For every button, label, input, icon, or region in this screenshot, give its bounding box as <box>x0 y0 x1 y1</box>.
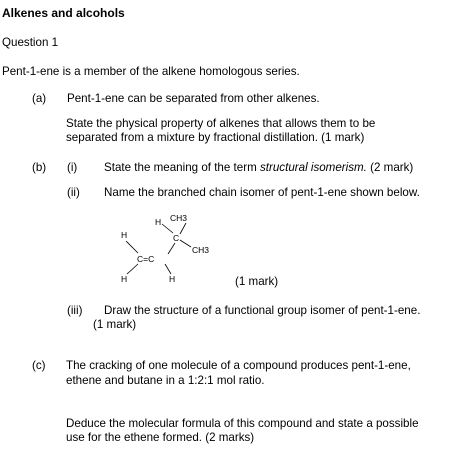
bond-lines <box>126 223 191 274</box>
part-b-ii-text: Name the branched chain isomer of pent-1-ene shown below. <box>104 186 420 199</box>
bond-h-c-left <box>126 241 138 253</box>
bond-c-c <box>168 243 175 254</box>
part-b-ii-label: (ii) <box>67 186 80 199</box>
atom-c-double: C=C <box>137 254 155 264</box>
part-c-line-4: use for the ethene formed. (2 marks) <box>66 431 255 444</box>
bond-h-c <box>162 224 173 233</box>
branched-isomer-structure <box>110 208 220 288</box>
bond-c-h-bottom <box>165 264 171 274</box>
question-heading: Question 1 <box>2 36 59 49</box>
part-b-i-term: structural isomerism. <box>259 161 367 174</box>
atom-h-bottom-left: H <box>121 274 128 284</box>
part-a-label: (a) <box>32 92 47 105</box>
atom-h-bottom: H <box>169 274 176 284</box>
atom-ch3-right: CH3 <box>192 245 210 255</box>
intro-text: Pent-1-ene is a member of the alkene homologous series. <box>2 65 300 78</box>
part-b-iii-label: (iii) <box>67 304 83 317</box>
part-b-i-post: (2 mark) <box>366 161 414 174</box>
atom-ch3-top: CH3 <box>170 213 188 223</box>
atom-h-top: H <box>155 217 162 227</box>
part-c-line-1: The cracking of one molecule of a compound produces pent-1-ene, <box>66 359 411 372</box>
part-b-iii-line-2: (1 mark) <box>93 318 137 331</box>
atom-c-branch: C <box>173 233 180 243</box>
bond-c-ch3-right <box>180 240 191 247</box>
part-c-label: (c) <box>32 359 46 372</box>
part-a-stem: Pent-1-ene can be separated from other alkenes. <box>67 92 320 105</box>
part-b-label: (b) <box>32 161 47 174</box>
part-c-line-3: Deduce the molecular formula of this compound and state a possible <box>66 417 419 430</box>
page-title: Alkenes and alcohols <box>2 6 125 20</box>
bond-c-h-bottom-left <box>127 264 138 274</box>
part-b-i-pre: State the meaning of the term <box>104 161 260 174</box>
atom-h-top-left: H <box>121 230 128 240</box>
bond-c-ch3-top <box>180 223 186 234</box>
part-a-line-1: State the physical property of alkenes that allows them to be <box>66 117 376 130</box>
part-b-iii-line-1: Draw the structure of a functional group isomer of pent-1-ene. <box>104 304 421 317</box>
part-a-line-2: separated from a mixture by fractional distillation. (1 mark) <box>66 131 365 144</box>
part-c-line-2: ethene and butane in a 1:2:1 mol ratio. <box>66 374 265 387</box>
part-b-i-text <box>104 161 413 175</box>
part-b-ii-mark: (1 mark) <box>235 275 279 288</box>
part-b-i-label: (i) <box>67 161 78 174</box>
